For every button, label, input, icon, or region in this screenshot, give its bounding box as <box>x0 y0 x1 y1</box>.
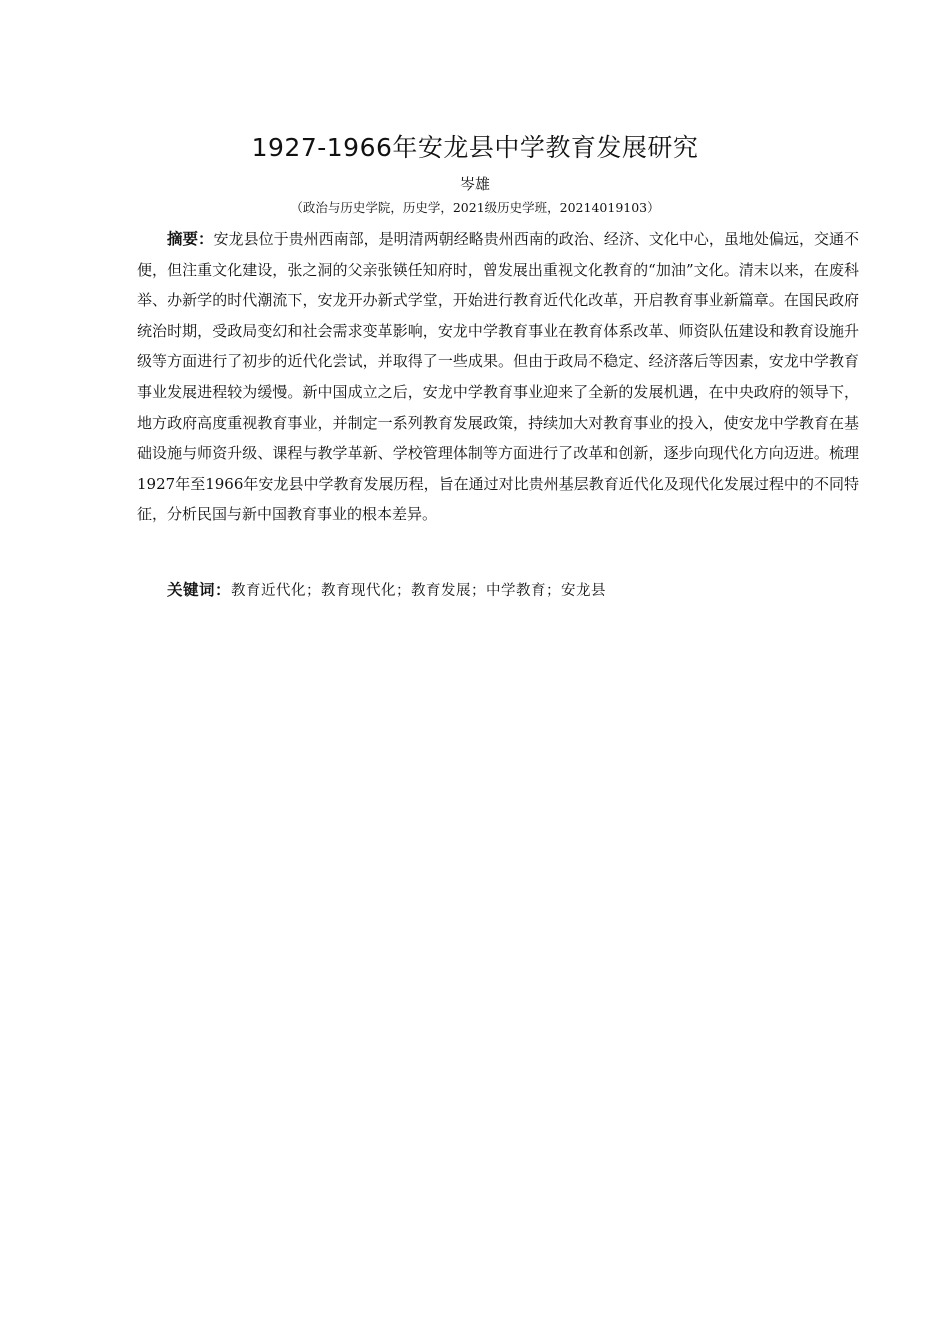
author-affiliation: （政治与历史学院，历史学，2021级历史学班，20214019103） <box>290 200 660 215</box>
keywords-label: 关键词： <box>167 581 232 599</box>
paper-title: 1927-1966年安龙县中学教育发展研究 <box>251 133 699 162</box>
keywords-text: 教育近代化；教育现代化；教育发展；中学教育；安龙县 <box>231 583 607 599</box>
abstract-text: 安龙县位于贵州西南部，是明清两朝经略贵州西南的政治、经济、文化中心，虽地处偏远，交通不便，但注重文化建设，张之洞的父亲张锳任知府时，曾发展出重视文化教育的“加油”文化。清末以来，在废科举、办新学的时代潮流下，安龙开办新式学堂，开始进行教育近代化改革，开启教育事业新篇章。在国民政府统治时期，受政局变幻和社会需求变革影响，安龙中学教育事业在教育体系改革、师资队伍建设和教育设施升级等方面进行了初步的近代化尝试，并取得了一些成果。但由于政局不稳定、经济落后等因素，安龙中学教育事业发展进程较为缓慢。新中国成立之后，安龙中学教育事业迎来了全新的发展机遇，在中央政府的领导下，地方政府高度重视教育事业，并制定一系列教育发展政策，持续加大对教育事业的投入，使安龙中学教育在基础设施与师资升级、课程与教学革新、学校管理体制等方面进行了改革和创新，逐步向现代化方向迈进。梳理1927年至1966年安龙县中学教育发展历程，旨在通过对比贵州基层教育近代化及现代化发展过程中的不同特征，分析民国与新中国教育事业的根本差异。 <box>137 230 859 524</box>
abstract-paragraph <box>137 224 859 530</box>
abstract-label: 摘要： <box>167 230 214 248</box>
author-name: 岑雄 <box>459 175 490 193</box>
keywords-paragraph <box>137 575 859 606</box>
